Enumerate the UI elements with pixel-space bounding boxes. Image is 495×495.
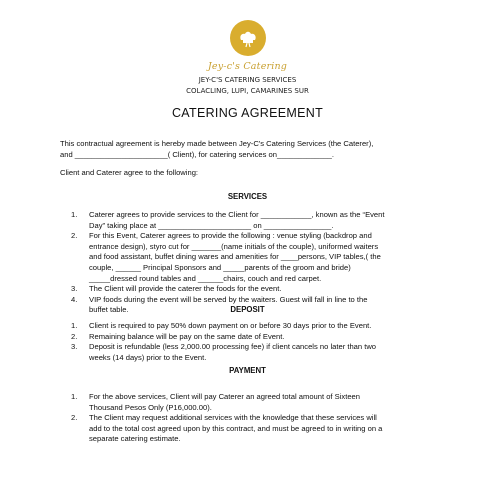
item-line: buffet table. <box>89 305 129 315</box>
chef-hat-icon <box>230 20 266 56</box>
intro-paragraph <box>60 138 445 160</box>
intro-line: This contractual agreement is hereby made between Jey-C's Catering Services (the Caterer), <box>60 139 374 148</box>
list-item <box>60 284 435 295</box>
item-line: add to the total cost agreed upon by this contract, and must be agreed to in writing on a <box>89 423 383 433</box>
item-line: Day” taking place at ______________________ on ________________. <box>89 220 334 230</box>
item-number: 3. <box>71 342 78 352</box>
item-number: 4. <box>71 294 78 304</box>
document-title: CATERING AGREEMENT <box>171 106 324 120</box>
section-heading-payment: PAYMENT <box>229 366 266 375</box>
agreement-statement: Client and Caterer agree to the following: <box>60 168 199 177</box>
item-number: 2. <box>71 331 78 341</box>
item-line: VIP foods during the event will be served by the waiters. Guest will fall in line to the <box>89 294 368 304</box>
logo <box>0 20 495 72</box>
item-line: Caterer agrees to provide services to the Client for ____________, known as the “Event <box>89 210 385 219</box>
list-item <box>60 332 435 343</box>
list-item <box>60 413 435 445</box>
item-line: The Client will provide the caterer the foods for the event. <box>89 284 282 294</box>
item-line: weeks (14 days) prior to the Event. <box>89 352 207 362</box>
list-item <box>60 321 435 332</box>
intro-line: and ______________________( Client), for catering services on_____________. <box>60 150 335 159</box>
list-item <box>60 392 435 413</box>
list-item <box>60 342 435 363</box>
deposit-list <box>60 321 435 363</box>
item-line: entrance design), styro cut for _______(name initials of the couple), uniformed waiters <box>89 241 379 251</box>
item-number: 2. <box>71 413 78 423</box>
company-name: JEY-C'S CATERING SERVICES <box>198 76 297 84</box>
list-item <box>60 231 435 284</box>
item-number: 1. <box>71 392 78 401</box>
list-item <box>60 210 435 231</box>
item-line: Remaining balance will be pay on the same date of Event. <box>89 331 285 341</box>
item-line: separate catering estimate. <box>89 434 181 444</box>
payment-list <box>60 392 435 445</box>
company-header <box>0 75 495 97</box>
item-number: 1. <box>71 321 78 330</box>
item-line: _____dressed round tables and ______chairs, couch and red carpet. <box>89 273 322 283</box>
logo-text: Jey-c's Catering <box>207 61 288 72</box>
item-line: For this Event, Caterer agrees to provide the following : venue styling (backdrop and <box>89 231 372 241</box>
item-number: 1. <box>71 210 78 219</box>
section-heading-services: SERVICES <box>227 192 268 201</box>
section-heading-deposit: DEPOSIT <box>230 305 265 314</box>
item-line: The Client may request additional services with the knowledge that these services will <box>89 413 377 423</box>
company-address: COLACLING, LUPI, CAMARINES SUR <box>186 87 309 95</box>
item-line: and food assistant, buffet dining wares and amenities for ____persons, VIP tables,( the <box>89 252 381 262</box>
item-line: Deposit is refundable (less 2,000.00 processing fee) if client cancels no later than two <box>89 342 377 352</box>
item-number: 3. <box>71 284 78 294</box>
item-line: For the above services, Client will pay Caterer an agreed total amount of Sixteen <box>89 392 360 401</box>
item-line: couple, ______ Principal Sponsors and _____parents of the groom and bride) <box>89 262 351 272</box>
item-line: Client is required to pay 50% down payment on or before 30 days prior to the Event. <box>89 321 372 330</box>
item-number: 2. <box>71 231 78 241</box>
item-line: Thousand Pesos Only (P16,000.00). <box>89 402 212 412</box>
services-list <box>60 210 435 316</box>
